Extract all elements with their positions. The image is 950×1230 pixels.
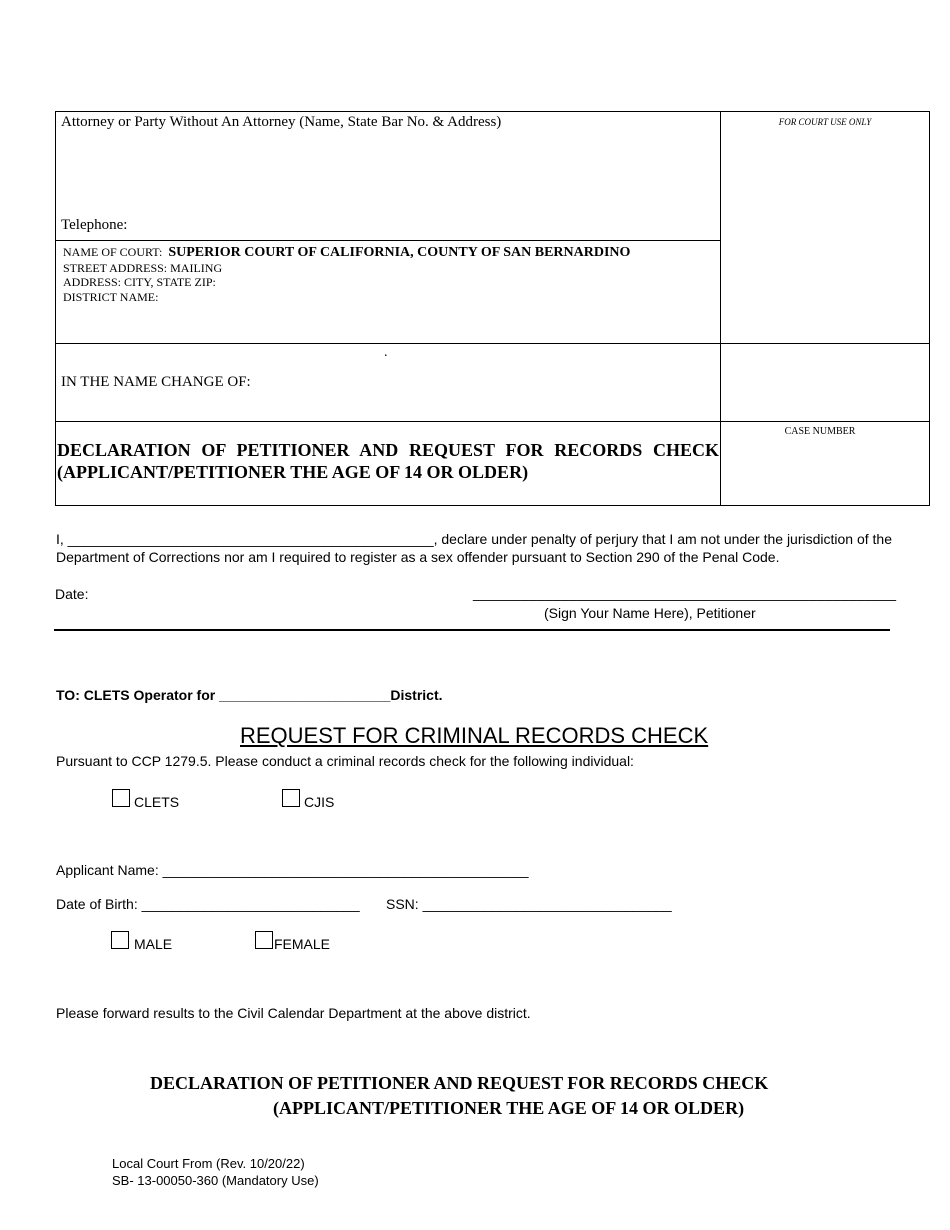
cjis-label: CJIS <box>304 794 335 810</box>
stray-dot: . <box>384 345 388 360</box>
request-intro: Pursuant to CCP 1279.5. Please conduct a criminal records check for the following individual: <box>56 753 634 769</box>
caption-title-line1: DECLARATION OF PETITIONER AND REQUEST FOR RECORDS CHECK <box>57 440 719 460</box>
court-use-box <box>720 111 930 344</box>
declaration-line1: I, _______________________________________________, declare under penalty of perjury that I am not under the jurisdiction of the <box>56 531 892 547</box>
signature-line[interactable]: _____________________________________________________ <box>473 585 897 601</box>
form-revision: Local Court From (Rev. 10/20/22) <box>112 1156 305 1171</box>
date-label: Date: <box>55 586 89 602</box>
request-heading: REQUEST FOR CRIMINAL RECORDS CHECK <box>240 723 709 748</box>
name-change-right-box <box>720 343 930 422</box>
footer-title-line2: (APPLICANT/PETITIONER THE AGE OF 14 OR OLDER) <box>273 1098 745 1118</box>
form-number: SB- 13-00050-360 (Mandatory Use) <box>112 1173 319 1188</box>
date-of-birth-field[interactable]: Date of Birth: ____________________________ <box>56 896 360 912</box>
male-label: MALE <box>134 936 173 952</box>
attorney-label: Attorney or Party Without An Attorney (Name, State Bar No. & Address) <box>61 114 502 130</box>
ssn-field[interactable]: SSN: ________________________________ <box>386 896 672 912</box>
court-name-label: NAME OF COURT: <box>63 245 163 259</box>
forward-results-note: Please forward results to the Civil Calendar Department at the above district. <box>56 1005 531 1021</box>
cjis-checkbox[interactable] <box>282 789 300 807</box>
telephone-label: Telephone: <box>61 217 128 233</box>
name-change-label: IN THE NAME CHANGE OF: <box>61 374 251 390</box>
declaration-line2: Department of Corrections nor am I required to register as a sex offender pursuant to Section 290 of the Penal Code. <box>56 549 780 565</box>
male-checkbox[interactable] <box>111 931 129 949</box>
district-name-label: DISTRICT NAME: <box>63 290 159 304</box>
city-state-zip-label: ADDRESS: CITY, STATE ZIP: <box>63 275 216 289</box>
footer-title-line1: DECLARATION OF PETITIONER AND REQUEST FOR RECORDS CHECK <box>150 1073 769 1093</box>
female-label: FEMALE <box>274 936 331 952</box>
case-number-label: CASE NUMBER <box>784 426 856 437</box>
court-name-value: SUPERIOR COURT OF CALIFORNIA, COUNTY OF SAN BERNARDINO <box>168 245 631 260</box>
clets-operator-line: TO: CLETS Operator for ______________________District. <box>56 687 443 703</box>
caption-title-line2: (APPLICANT/PETITIONER THE AGE OF 14 OR OLDER) <box>57 462 529 482</box>
court-use-label: FOR COURT USE ONLY <box>778 117 872 127</box>
female-checkbox[interactable] <box>255 931 273 949</box>
applicant-name-field[interactable]: Applicant Name: _______________________________________________ <box>56 862 529 878</box>
clets-label: CLETS <box>134 794 180 810</box>
signature-caption: (Sign Your Name Here), Petitioner <box>544 605 756 621</box>
clets-checkbox[interactable] <box>112 789 130 807</box>
street-address-label: STREET ADDRESS: MAILING <box>63 261 223 275</box>
court-name-line <box>63 245 630 261</box>
section-divider <box>54 629 890 631</box>
